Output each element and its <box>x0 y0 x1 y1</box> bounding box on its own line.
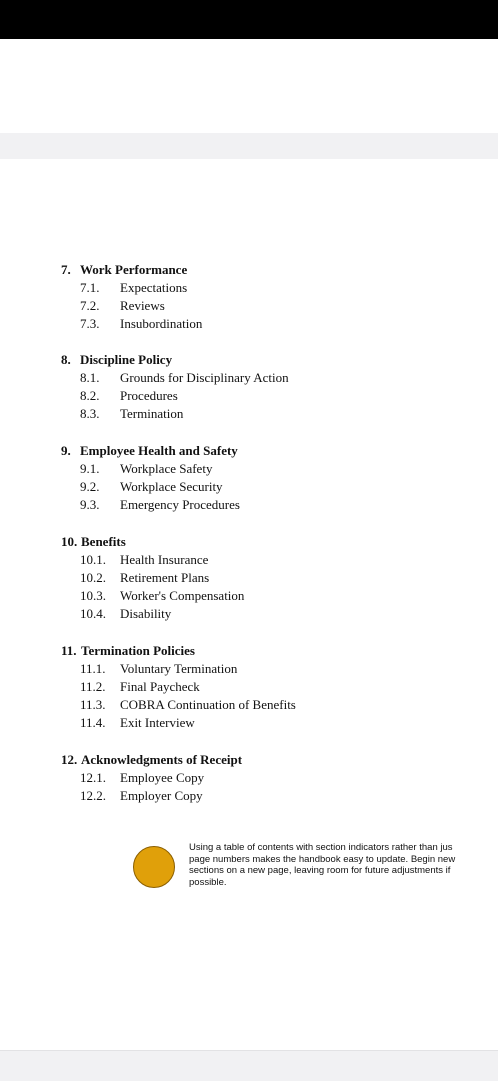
toc-item: 9.2. Workplace Security <box>80 479 223 494</box>
toc-item: 8.1. Grounds for Disciplinary Action <box>80 370 289 385</box>
toc-section-heading: 10. Benefits <box>61 534 126 549</box>
page-gap-bottom <box>0 1050 498 1081</box>
document-page <box>0 159 498 1049</box>
toc-item: 10.2. Retirement Plans <box>80 570 210 585</box>
toc-item: 11.1. Voluntary Termination <box>80 661 238 676</box>
note-marker-icon <box>133 846 175 888</box>
toc-item: 10.4. Disability <box>80 606 172 621</box>
toc-item: 9.3. Emergency Procedures <box>80 497 240 512</box>
toc-section-heading: 11. Termination Policies <box>61 643 195 658</box>
toc-item: 12.1. Employee Copy <box>80 770 205 785</box>
toc-item: 11.4. Exit Interview <box>80 715 195 730</box>
sidebar-note <box>133 842 498 898</box>
toc-item: 10.3. Worker's Compensation <box>80 588 245 603</box>
toc-item: 7.3. Insubordination <box>80 316 203 331</box>
toc-item: 7.2. Reviews <box>80 298 165 313</box>
toc-item: 7.1. Expectations <box>80 280 188 295</box>
toc-section-heading: 12. Acknowledgments of Receipt <box>61 752 243 767</box>
toc-item: 8.2. Procedures <box>80 388 178 403</box>
note-text: Using a table of contents with section indicators rather than jus page numbers makes the handbook easy to update. Begin new sections on a new page, leaving room for future adjustments if possible. <box>189 842 456 888</box>
status-bar <box>0 0 498 39</box>
toc-item: 9.1. Workplace Safety <box>80 461 213 476</box>
toc-item: 12.2. Employer Copy <box>80 788 203 803</box>
toc-item: 11.3. COBRA Continuation of Benefits <box>80 697 296 712</box>
page-gap-top <box>0 133 498 159</box>
toc-section-heading: 8. Discipline Policy <box>61 352 173 367</box>
toc-item: 11.2. Final Paycheck <box>80 679 200 694</box>
toc-section-heading: 9. Employee Health and Safety <box>61 443 238 458</box>
toc-section-heading: 7. Work Performance <box>61 262 188 277</box>
toc-item: 8.3. Termination <box>80 406 184 421</box>
toc-item: 10.1. Health Insurance <box>80 552 209 567</box>
